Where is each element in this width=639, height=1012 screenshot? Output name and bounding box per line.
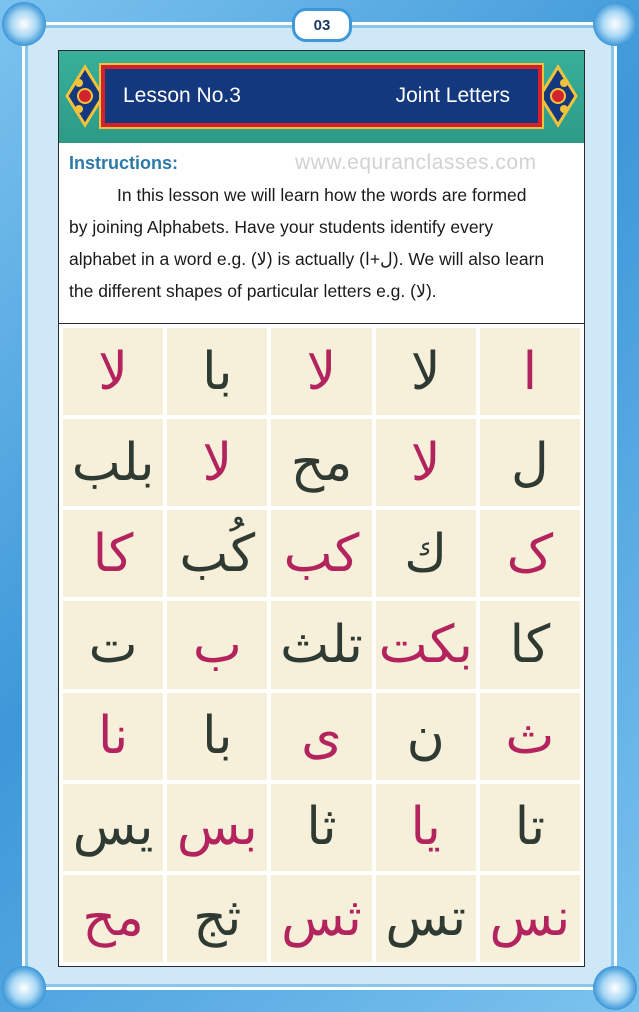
arabic-letter: ثج: [193, 888, 242, 949]
arabic-letter: ى: [301, 706, 342, 767]
watermark-url: www.equranclasses.com: [295, 151, 537, 174]
letter-cell: [271, 419, 371, 506]
corner-ornament-bottom-left: [2, 966, 46, 1010]
arabic-letter: نس: [489, 888, 571, 949]
letter-cell: [167, 510, 267, 597]
letter-cell: [376, 601, 476, 688]
arabic-letter: كا: [92, 523, 134, 584]
letter-cell: [271, 875, 371, 962]
letter-cell: [480, 875, 580, 962]
letter-cell: [167, 693, 267, 780]
letter-cell: [271, 328, 371, 415]
arabic-letter: ك: [404, 523, 448, 584]
letter-cell: [480, 419, 580, 506]
letter-cell: [271, 510, 371, 597]
instructions-line-4: the different shapes of particular letters e.g. (لا).: [69, 281, 437, 301]
arabic-letter: ثا: [306, 797, 337, 858]
letter-cell: [167, 601, 267, 688]
letter-grid: [61, 326, 582, 964]
arabic-letter: تا: [514, 797, 546, 858]
instructions-title: Instructions:: [69, 153, 179, 173]
instructions-line-3: alphabet in a word e.g. (لا) is actually (ل+ا). We will also learn: [69, 249, 545, 269]
lesson-number: Lesson No.3: [123, 84, 241, 107]
letter-cell: [376, 693, 476, 780]
arabic-letter: لا: [306, 341, 337, 402]
instructions-section: [59, 143, 584, 324]
arabic-letter: مح: [290, 432, 353, 493]
letter-cell: [63, 419, 163, 506]
instructions-body: [69, 179, 571, 307]
arabic-letter: با: [202, 706, 233, 767]
letter-cell: [480, 601, 580, 688]
arabic-letter: لا: [410, 341, 441, 402]
arabic-letter: كا: [509, 614, 551, 675]
arabic-letter: بلب: [71, 432, 155, 493]
letter-cell: [480, 510, 580, 597]
letter-cell: [63, 693, 163, 780]
arabic-letter: بكت: [378, 614, 473, 675]
letter-cell: [376, 510, 476, 597]
arabic-letter: ل: [511, 432, 549, 493]
arabic-letter: تلث: [280, 614, 363, 675]
arabic-letter: با: [202, 341, 233, 402]
corner-ornament-bottom-right: [593, 966, 637, 1010]
header-band: [59, 51, 584, 143]
page-number-badge: 03: [292, 8, 352, 42]
arabic-letter: ت: [88, 614, 138, 675]
arabic-letter: يس: [72, 797, 154, 858]
letter-cell: [63, 328, 163, 415]
arabic-letter: ا: [522, 341, 538, 402]
arabic-letter: كب: [283, 523, 360, 584]
arabic-letter: يا: [410, 797, 441, 858]
arabic-letter: ب: [192, 614, 242, 675]
letter-cell: [376, 784, 476, 871]
arabic-letter: نا: [97, 706, 129, 767]
letter-cell: [167, 328, 267, 415]
lesson-page: [58, 50, 585, 967]
right-ornament-icon: [536, 61, 580, 131]
arabic-letter: مح: [82, 888, 144, 949]
letter-cell: [63, 784, 163, 871]
lesson-topic: Joint Letters: [395, 84, 510, 107]
arabic-letter: بس: [176, 797, 258, 858]
arabic-letter: لا: [410, 432, 441, 493]
corner-ornament-top-right: [593, 2, 637, 46]
instructions-line-2: by joining Alphabets. Have your students identify every: [69, 217, 494, 237]
corner-ornament-top-left: [2, 2, 46, 46]
arabic-letter: كُب: [179, 523, 256, 584]
letter-cell: [271, 693, 371, 780]
letter-cell: [63, 601, 163, 688]
letter-cell: [63, 875, 163, 962]
arabic-letter: لا: [202, 432, 233, 493]
arabic-letter: ک: [506, 523, 554, 584]
arabic-letter: تس: [385, 888, 467, 949]
arabic-letter: ثس: [281, 888, 362, 949]
letter-cell: [480, 784, 580, 871]
arabic-letter: ن: [406, 706, 445, 767]
lesson-banner: [101, 65, 542, 127]
letter-cell: [480, 328, 580, 415]
letter-cell: [376, 419, 476, 506]
arabic-letter: لا: [98, 341, 128, 402]
letter-cell: [480, 693, 580, 780]
arabic-letter: ث: [505, 706, 555, 767]
letter-cell: [167, 419, 267, 506]
letter-cell: [167, 875, 267, 962]
letter-cell: [271, 784, 371, 871]
letter-cell: [376, 875, 476, 962]
letter-cell: [63, 510, 163, 597]
letter-cell: [167, 784, 267, 871]
instructions-line-1: In this lesson we will learn how the words are formed: [117, 185, 527, 205]
letter-cell: [271, 601, 371, 688]
letter-cell: [376, 328, 476, 415]
